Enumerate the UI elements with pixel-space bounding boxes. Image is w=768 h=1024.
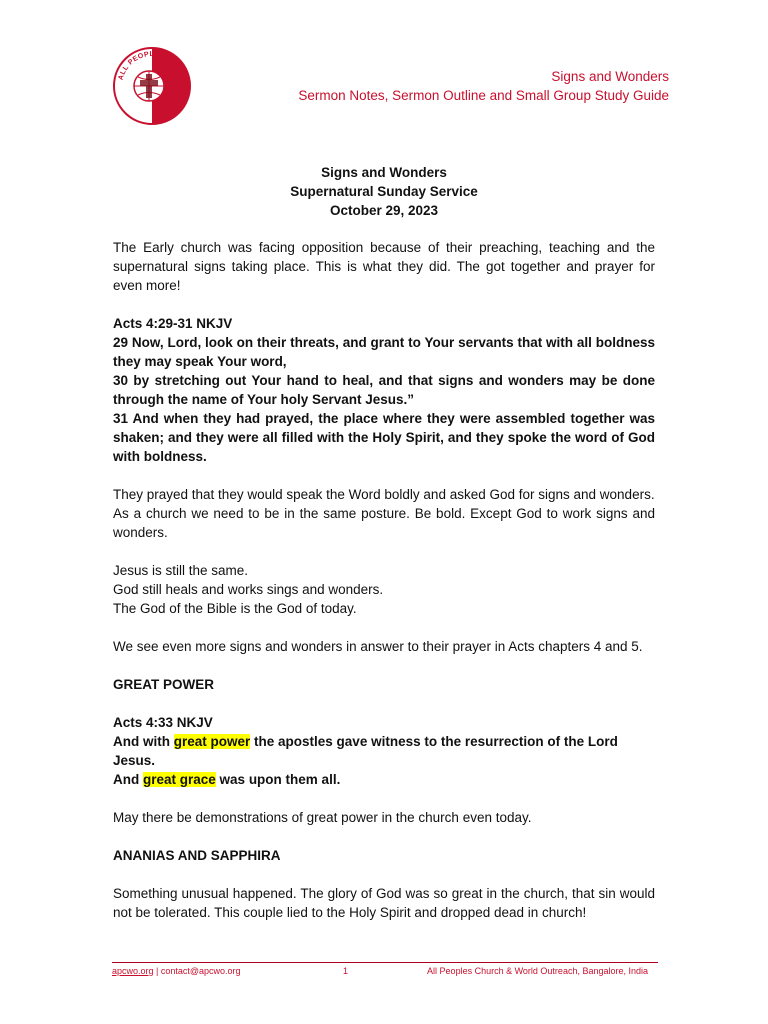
sermon-title: Signs and Wonders [321, 165, 447, 180]
highlight-great-power: great power [173, 734, 251, 749]
footer-contact: apcwo.org | contact@apcwo.org [112, 966, 241, 976]
verse-33-line-2: And great grace was upon them all. [113, 772, 341, 787]
paragraph-posture: As a church we need to be in the same posture. Be bold. Except God to work signs and wonders. [113, 506, 655, 540]
scripture-reference: Acts 4:29-31 NKJV [113, 316, 233, 331]
service-name: Supernatural Sunday Service [290, 184, 478, 199]
paragraph-ananias: Something unusual happened. The glory of God was so great in the church, that sin would not be tolerated. This couple lied to the Holy Spirit and dropped dead in church! [113, 886, 655, 920]
paragraph-prayed: They prayed that they would speak the Word boldly and asked God for signs and wonders. [113, 487, 655, 502]
service-date: October 29, 2023 [329, 203, 439, 218]
verse-29: 29 Now, Lord, look on their threats, and grant to Your servants that with all boldness they may speak Your word, [113, 335, 655, 369]
verse-30: 30 by stretching out Your hand to heal, and that signs and wonders may be done through the name of Your holy Servant Jesus.” [113, 373, 655, 407]
verse-31: 31 And when they had prayed, the place where they were assembled together was shaken; and they were all filled with the Holy Spirit, and they spoke the word of God with boldness. [113, 411, 655, 464]
paragraph-demonstrations: May there be demonstrations of great power in the church even today. [113, 810, 532, 825]
church-logo [112, 46, 192, 126]
verse-33-line-1: And with great power the apostles gave witness to the resurrection of the Lord Jesus. [113, 734, 618, 768]
footer-organization: All Peoples Church & World Outreach, Bangalore, India [427, 966, 648, 976]
svg-text:ALL PEOPLES CHURCH: ALL PEOPLES CHURCH [117, 50, 188, 88]
paragraph-more-signs: We see even more signs and wonders in answer to their prayer in Acts chapters 4 and 5. [113, 639, 643, 654]
jesus-line-1: Jesus is still the same. [113, 563, 249, 578]
highlight-great-grace: great grace [143, 772, 216, 787]
jesus-line-3: The God of the Bible is the God of today. [113, 601, 357, 616]
intro-paragraph: The Early church was facing opposition because of their preaching, teaching and the supernatural signs taking place. This is what they did. The got together and prayer for even more! [113, 240, 655, 293]
scripture-reference: Acts 4:33 NKJV [113, 715, 213, 730]
jesus-line-2: God still heals and works sings and wonders. [113, 582, 384, 597]
email-link[interactable]: contact@apcwo.org [160, 966, 241, 976]
document-footer [112, 962, 658, 976]
document-header [298, 67, 669, 105]
page-number: 1 [343, 966, 349, 976]
header-title: Signs and Wonders [551, 69, 669, 84]
header-subtitle: Sermon Notes, Sermon Outline and Small Group Study Guide [298, 88, 669, 103]
sermon-title-block [0, 163, 768, 220]
section-heading: ANANIAS AND SAPPHIRA [113, 848, 281, 863]
section-heading: GREAT POWER [113, 677, 214, 692]
sermon-body [113, 238, 655, 922]
website-link[interactable]: apcwo.org [112, 966, 154, 976]
